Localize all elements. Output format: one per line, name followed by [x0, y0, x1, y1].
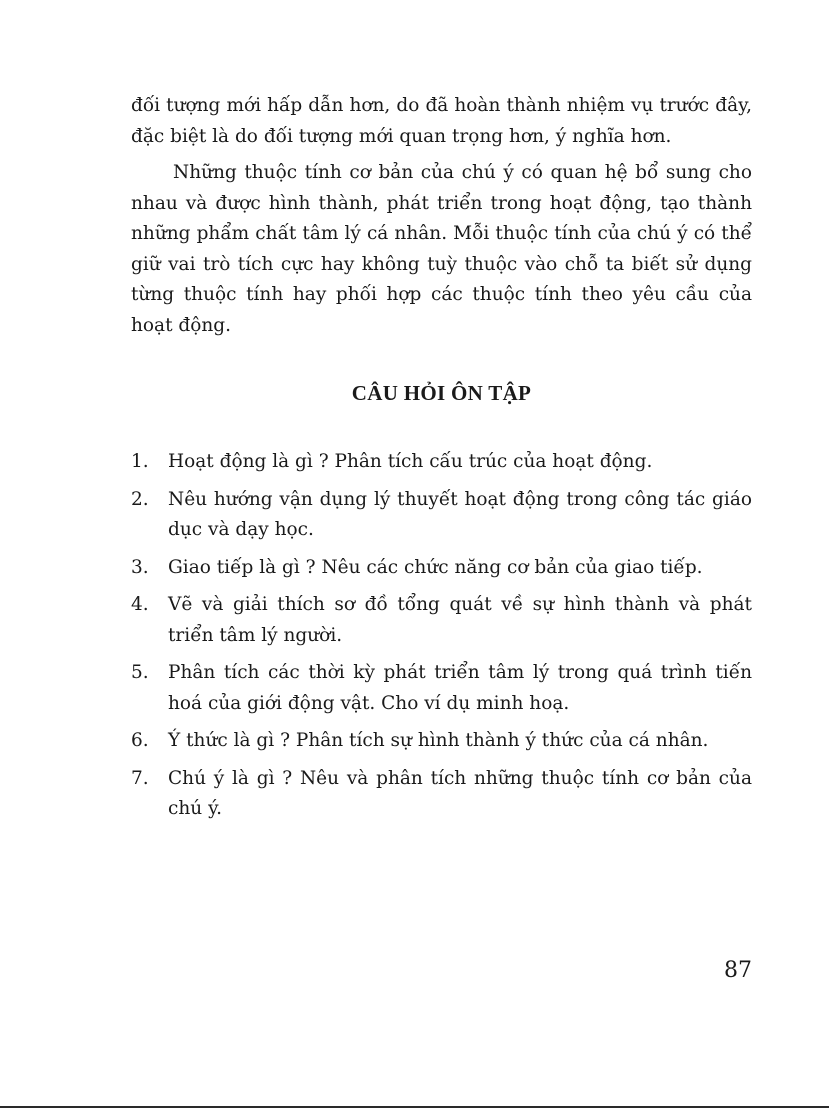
question-text: Chú ý là gì ? Nêu và phân tích những thuộc tính cơ bản của chú ý.: [168, 767, 752, 819]
question-text: Ý thức là gì ? Phân tích sự hình thành ý thức của cá nhân.: [168, 730, 709, 751]
question-item: [131, 726, 752, 757]
question-number: 5.: [131, 662, 149, 683]
question-text: Hoạt động là gì ? Phân tích cấu trúc của hoạt động.: [168, 451, 653, 472]
question-text: Phân tích các thời kỳ phát triển tâm lý trong quá trình tiến hoá của giới động vật. Cho ví dụ minh hoạ.: [168, 662, 752, 714]
review-questions-list: [131, 447, 752, 832]
question-item: [131, 590, 752, 651]
question-item: [131, 764, 752, 825]
question-text: Giao tiếp là gì ? Nêu các chức năng cơ bản của giao tiếp.: [168, 556, 703, 578]
question-text: Vẽ và giải thích sơ đồ tổng quát về sự hình thành và phát triển tâm lý người.: [168, 594, 752, 646]
question-item: [131, 447, 752, 478]
section-heading: CÂU HỎI ÔN TẬP: [351, 381, 532, 405]
paragraph-continuation: đối tượng mới hấp dẫn hơn, do đã hoàn thành nhiệm vụ trước đây, đặc biệt là do đối tượng mới quan trọng hơn, ý nghĩa hơn.: [131, 95, 752, 147]
question-number: 4.: [131, 594, 149, 615]
scan-edge-divider: [0, 1106, 829, 1108]
question-item: [131, 485, 752, 546]
question-number: 2.: [131, 488, 149, 510]
question-item: [131, 553, 752, 584]
question-text: Nêu hướng vận dụng lý thuyết hoạt động trong công tác giáo dục và dạy học.: [168, 488, 752, 540]
question-item: [131, 658, 752, 719]
question-number: 3.: [131, 556, 149, 578]
page-number: 87: [724, 958, 752, 983]
question-number: 7.: [131, 767, 149, 789]
question-number: 1.: [131, 451, 149, 472]
paragraph-attention-properties: Những thuộc tính cơ bản của chú ý có quan hệ bổ sung cho nhau và được hình thành, phát triển trong hoạt động, tạo thành những phẩm chất tâm lý cá nhân. Mỗi thuộc tính của chú ý có thể giữ vai trò tích cực hay không tuỳ thuộc vào chỗ ta biết sử dụng từng thuộc tính hay phối hợp các thuộc tính theo yêu cầu của hoạt động.: [131, 162, 752, 336]
question-number: 6.: [131, 730, 149, 751]
